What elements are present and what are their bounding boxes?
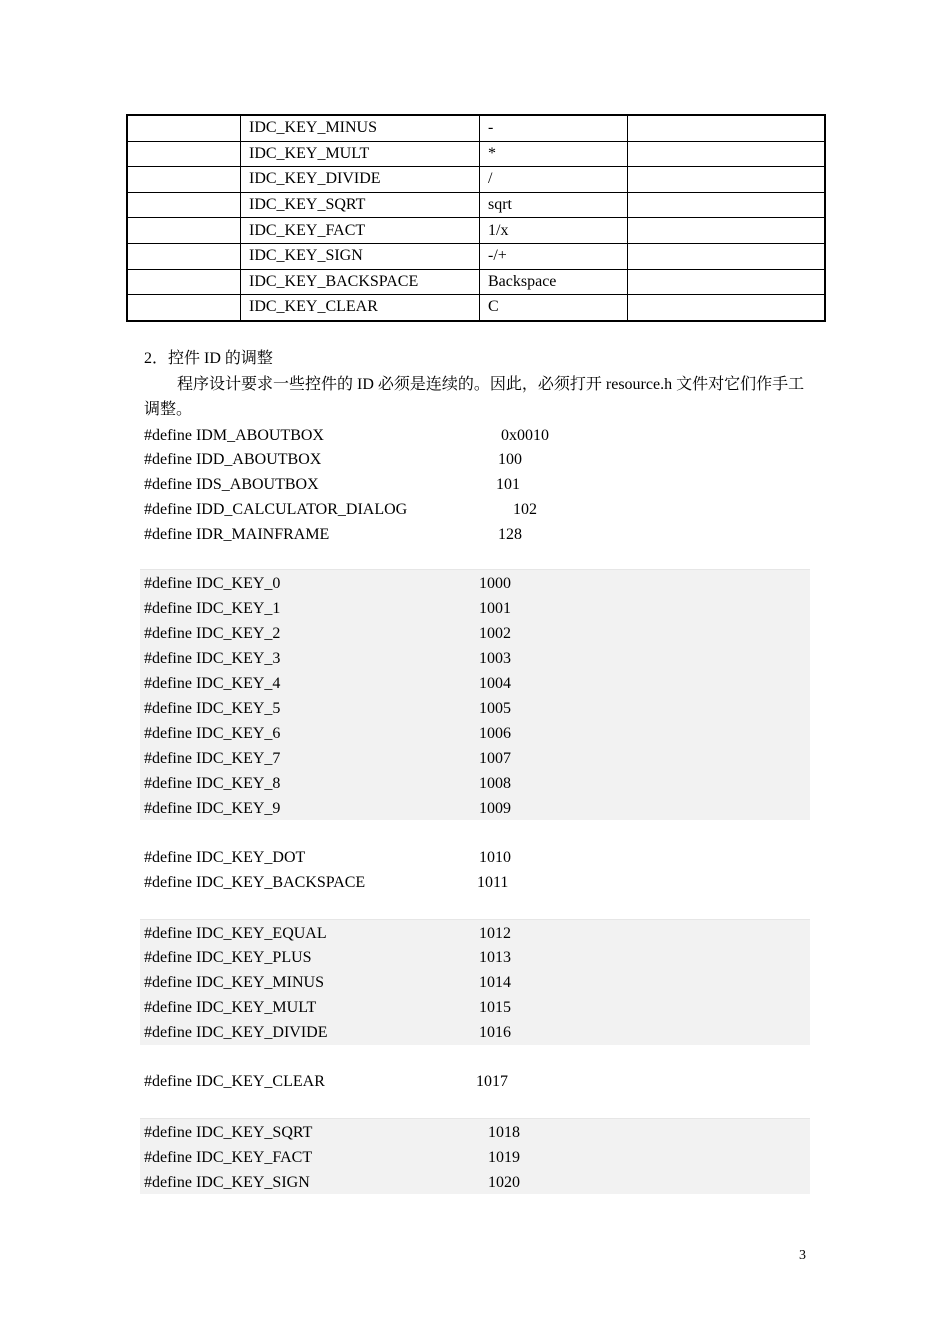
table-cell bbox=[127, 192, 241, 218]
table-cell bbox=[127, 218, 241, 244]
table-row bbox=[127, 243, 825, 269]
define-value: 1013 bbox=[479, 949, 511, 966]
control-id-cell: IDC_KEY_SQRT bbox=[241, 192, 480, 218]
define-value: 1008 bbox=[479, 775, 511, 792]
intro-paragraph: 程序设计要求一些控件的 ID 必须是连续的。因此，必须打开 resource.h 文件对它们作手工调整。 bbox=[144, 376, 805, 418]
table-cell bbox=[127, 243, 241, 269]
define-name: #define IDC_KEY_4 bbox=[144, 675, 281, 692]
table-cell bbox=[628, 295, 826, 321]
define-value: 1015 bbox=[479, 999, 511, 1016]
key-caption-cell: -/+ bbox=[480, 243, 628, 269]
define-value: 1003 bbox=[479, 650, 511, 667]
define-name: #define IDC_KEY_SQRT bbox=[144, 1124, 313, 1141]
define-name: #define IDC_KEY_9 bbox=[144, 800, 281, 817]
define-value: 1019 bbox=[488, 1149, 520, 1166]
section-heading: 2．控件 ID 的调整 bbox=[144, 350, 273, 367]
define-value: 128 bbox=[498, 526, 522, 543]
define-name: #define IDC_KEY_6 bbox=[144, 725, 281, 742]
define-name: #define IDC_KEY_MULT bbox=[144, 999, 317, 1016]
table-row bbox=[127, 269, 825, 295]
table-cell bbox=[628, 115, 826, 141]
define-name: #define IDC_KEY_BACKSPACE bbox=[144, 874, 366, 891]
define-name: #define IDC_KEY_2 bbox=[144, 625, 281, 642]
table-row bbox=[127, 295, 825, 321]
table-cell bbox=[127, 141, 241, 167]
key-caption-cell: sqrt bbox=[480, 192, 628, 218]
define-name: #define IDC_KEY_DIVIDE bbox=[144, 1024, 328, 1041]
define-value: 1020 bbox=[488, 1174, 520, 1191]
define-name: #define IDC_KEY_7 bbox=[144, 750, 281, 767]
table-cell bbox=[628, 269, 826, 295]
key-caption-cell: C bbox=[480, 295, 628, 321]
define-value: 1016 bbox=[479, 1024, 511, 1041]
table-row bbox=[127, 141, 825, 167]
define-name: #define IDC_KEY_0 bbox=[144, 575, 281, 592]
define-value: 1011 bbox=[477, 874, 509, 891]
define-name: #define IDC_KEY_PLUS bbox=[144, 949, 312, 966]
control-id-cell: IDC_KEY_CLEAR bbox=[241, 295, 480, 321]
define-name: #define IDC_KEY_3 bbox=[144, 650, 281, 667]
control-id-cell: IDC_KEY_MULT bbox=[241, 141, 480, 167]
define-value: 0x0010 bbox=[501, 427, 549, 444]
define-value: 1014 bbox=[479, 974, 511, 991]
table-cell bbox=[628, 167, 826, 193]
control-id-cell: IDC_KEY_SIGN bbox=[241, 243, 480, 269]
define-name: #define IDC_KEY_MINUS bbox=[144, 974, 324, 991]
table-cell bbox=[127, 269, 241, 295]
table-row bbox=[127, 115, 825, 141]
define-value: 1009 bbox=[479, 800, 511, 817]
table-row bbox=[127, 192, 825, 218]
define-value: 1007 bbox=[479, 750, 511, 767]
control-id-cell: IDC_KEY_BACKSPACE bbox=[241, 269, 480, 295]
define-name: #define IDC_KEY_5 bbox=[144, 700, 281, 717]
define-value: 100 bbox=[498, 451, 522, 468]
key-caption-cell: 1/x bbox=[480, 218, 628, 244]
define-name: #define IDR_MAINFRAME bbox=[144, 526, 330, 543]
define-value: 1006 bbox=[479, 725, 511, 742]
define-name: #define IDM_ABOUTBOX bbox=[144, 427, 324, 444]
define-name: #define IDD_ABOUTBOX bbox=[144, 451, 322, 468]
table-cell bbox=[127, 295, 241, 321]
define-value: 1018 bbox=[488, 1124, 520, 1141]
key-caption-cell: Backspace bbox=[480, 269, 628, 295]
define-value: 102 bbox=[513, 501, 537, 518]
table-cell bbox=[628, 243, 826, 269]
define-value: 1012 bbox=[479, 925, 511, 942]
page-number: 3 bbox=[799, 1248, 806, 1263]
key-caption-cell: / bbox=[480, 167, 628, 193]
table-cell bbox=[628, 141, 826, 167]
control-id-cell: IDC_KEY_DIVIDE bbox=[241, 167, 480, 193]
define-name: #define IDD_CALCULATOR_DIALOG bbox=[144, 501, 408, 518]
define-name: #define IDC_KEY_CLEAR bbox=[144, 1073, 325, 1090]
define-value: 1010 bbox=[479, 849, 511, 866]
table-row bbox=[127, 218, 825, 244]
define-value: 1005 bbox=[479, 700, 511, 717]
define-name: #define IDC_KEY_DOT bbox=[144, 849, 306, 866]
control-id-table bbox=[126, 114, 826, 322]
define-value: 1017 bbox=[476, 1073, 508, 1090]
define-name: #define IDC_KEY_SIGN bbox=[144, 1174, 310, 1191]
control-id-cell: IDC_KEY_MINUS bbox=[241, 115, 480, 141]
define-value: 1001 bbox=[479, 600, 511, 617]
define-name: #define IDC_KEY_FACT bbox=[144, 1149, 313, 1166]
table-cell bbox=[628, 192, 826, 218]
key-caption-cell: - bbox=[480, 115, 628, 141]
define-name: #define IDC_KEY_8 bbox=[144, 775, 281, 792]
define-value: 1000 bbox=[479, 575, 511, 592]
define-name: #define IDS_ABOUTBOX bbox=[144, 476, 319, 493]
define-name: #define IDC_KEY_EQUAL bbox=[144, 925, 327, 942]
key-caption-cell: * bbox=[480, 141, 628, 167]
define-name: #define IDC_KEY_1 bbox=[144, 600, 281, 617]
table-cell bbox=[127, 167, 241, 193]
control-id-cell: IDC_KEY_FACT bbox=[241, 218, 480, 244]
define-value: 1002 bbox=[479, 625, 511, 642]
define-value: 1004 bbox=[479, 675, 511, 692]
define-value: 101 bbox=[496, 476, 520, 493]
table-cell bbox=[628, 218, 826, 244]
table-row bbox=[127, 167, 825, 193]
table-cell bbox=[127, 115, 241, 141]
